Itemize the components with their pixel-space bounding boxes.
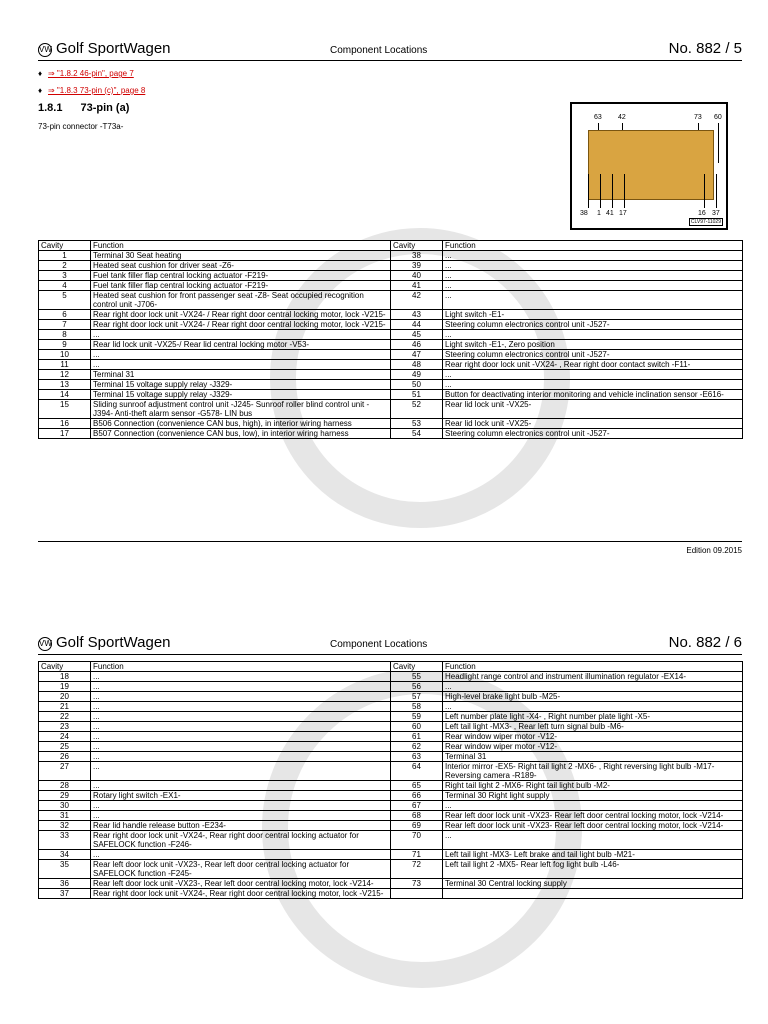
column-header: Cavity [391, 662, 443, 672]
table-row [39, 380, 743, 390]
cavity-cell: 73 [391, 879, 443, 889]
figure-label: 41 [606, 210, 614, 217]
function-cell: ... [91, 762, 391, 781]
cavity-cell: 27 [39, 762, 91, 781]
cavity-cell: 31 [39, 811, 91, 821]
function-cell: Rear right door lock unit -VX24-, Rear right door central locking motor, lock -V215- [91, 889, 391, 899]
cavity-cell: 60 [391, 722, 443, 732]
cavity-cell: 14 [39, 390, 91, 400]
cavity-cell: 65 [391, 781, 443, 791]
cavity-cell: 28 [39, 781, 91, 791]
cavity-cell: 45 [391, 330, 443, 340]
function-cell: Terminal 30 Right light supply [443, 791, 743, 801]
connector-figure [570, 102, 728, 230]
table-row [39, 850, 743, 860]
figure-label: 63 [594, 114, 602, 121]
table-row [39, 261, 743, 271]
cavity-cell: 24 [39, 732, 91, 742]
function-cell: Steering column electronics control unit -J527- [443, 320, 743, 330]
function-cell: High-level brake light bulb -M25- [443, 692, 743, 702]
cavity-cell: 44 [391, 320, 443, 330]
cavity-cell: 55 [391, 672, 443, 682]
cavity-cell: 9 [39, 340, 91, 350]
figure-id: CLV97-11029 [690, 219, 721, 225]
table-row [39, 781, 743, 791]
figure-label: 1 [597, 210, 601, 217]
leader-line [718, 123, 719, 163]
section-title: Component Locations [330, 45, 428, 56]
figure-label: 16 [698, 210, 706, 217]
table-row [39, 360, 743, 370]
cavity-cell: 47 [391, 350, 443, 360]
function-cell: Fuel tank filler flap central locking actuator -F219- [91, 281, 391, 291]
function-cell: Left tail light -MX3- , Rear left turn signal bulb -M6- [443, 722, 743, 732]
function-cell: ... [443, 251, 743, 261]
section-title: Component Locations [330, 639, 428, 650]
cavity-cell: 6 [39, 310, 91, 320]
function-cell: Rear lid handle release button -E234- [91, 821, 391, 831]
function-cell: Terminal 30 Central locking supply [443, 879, 743, 889]
function-cell: ... [443, 380, 743, 390]
cavity-cell: 8 [39, 330, 91, 340]
function-cell: Rear left door lock unit -VX23-, Rear left door central locking actuator for SAFELOCK function -F245- [91, 860, 391, 879]
cavity-cell: 35 [39, 860, 91, 879]
page-header [38, 634, 742, 655]
function-cell: Left number plate light -X4- , Right number plate light -X5- [443, 712, 743, 722]
table-row [39, 801, 743, 811]
table-row [39, 429, 743, 439]
function-cell: Rear lid lock unit -VX25- [443, 419, 743, 429]
cavity-cell: 11 [39, 360, 91, 370]
table-row [39, 879, 743, 889]
leader-line [716, 174, 717, 208]
function-cell: ... [443, 702, 743, 712]
link-item [38, 85, 145, 102]
function-cell: Rear window wiper motor -V12- [443, 742, 743, 752]
cavity-cell: 67 [391, 801, 443, 811]
cavity-cell: 23 [39, 722, 91, 732]
table-row [39, 340, 743, 350]
function-cell: Sliding sunroof adjustment control unit -J245- Sunroof roller blind control unit -J394- Anti-theft alarm sensor -G578- LIN bus [91, 400, 391, 419]
function-cell: Steering column electronics control unit -J527- [443, 429, 743, 439]
function-cell: Terminal 15 voltage supply relay -J329- [91, 390, 391, 400]
function-cell: Terminal 30 Seat heating [91, 251, 391, 261]
cavity-cell: 51 [391, 390, 443, 400]
function-cell: ... [91, 712, 391, 722]
pin-table [38, 661, 743, 899]
function-cell: Terminal 31 [91, 370, 391, 380]
function-cell: ... [91, 350, 391, 360]
function-cell: ... [91, 811, 391, 821]
function-cell: ... [443, 370, 743, 380]
cavity-cell [391, 889, 443, 899]
table-row [39, 320, 743, 330]
function-cell: ... [91, 722, 391, 732]
function-cell: Button for deactivating interior monitoring and vehicle inclination sensor -E616- [443, 390, 743, 400]
table-row [39, 811, 743, 821]
page-header [38, 40, 742, 61]
section-heading-text: 73-pin (a) [80, 102, 130, 114]
function-cell: ... [443, 261, 743, 271]
function-cell: Rear left door lock unit -VX23-, Rear left door central locking motor, lock -V214- [91, 879, 391, 889]
table-row [39, 762, 743, 781]
column-header: Function [91, 241, 391, 251]
cavity-cell: 21 [39, 702, 91, 712]
column-header: Cavity [39, 662, 91, 672]
function-cell: Steering column electronics control unit -J527- [443, 350, 743, 360]
column-header: Function [443, 241, 743, 251]
cavity-cell: 68 [391, 811, 443, 821]
section-heading [38, 102, 147, 114]
function-cell: ... [91, 682, 391, 692]
figure-label: 73 [694, 114, 702, 121]
cavity-cell: 19 [39, 682, 91, 692]
function-cell: Light switch -E1- [443, 310, 743, 320]
function-cell: ... [443, 281, 743, 291]
vw-logo-icon: VW [38, 43, 52, 57]
cavity-cell: 39 [391, 261, 443, 271]
cavity-cell: 63 [391, 752, 443, 762]
connector-caption: 73-pin connector -T73a- [38, 122, 124, 131]
figure-label: 60 [714, 114, 722, 121]
cavity-cell: 17 [39, 429, 91, 439]
table-row [39, 702, 743, 712]
table-row [39, 732, 743, 742]
connector-body [588, 130, 714, 200]
table-row [39, 281, 743, 291]
table-row [39, 291, 743, 310]
function-cell: ... [91, 801, 391, 811]
function-cell: Rear lid lock unit -VX25-/ Rear lid central locking motor -V53- [91, 340, 391, 350]
cavity-cell: 3 [39, 271, 91, 281]
cavity-cell: 10 [39, 350, 91, 360]
function-cell: ... [91, 702, 391, 712]
bullet-icon: ♦ [38, 86, 43, 95]
cavity-cell: 13 [39, 380, 91, 390]
cavity-cell: 30 [39, 801, 91, 811]
table-header-row [39, 662, 743, 672]
cavity-cell: 58 [391, 702, 443, 712]
column-header: Cavity [391, 241, 443, 251]
vw-logo-icon: VW [38, 637, 52, 651]
column-header: Cavity [39, 241, 91, 251]
cavity-cell: 37 [39, 889, 91, 899]
figure-label: 37 [712, 210, 720, 217]
cavity-cell: 15 [39, 400, 91, 419]
cavity-cell: 26 [39, 752, 91, 762]
function-cell: Rear window wiper motor -V12- [443, 732, 743, 742]
function-cell: ... [91, 732, 391, 742]
table-row [39, 682, 743, 692]
cavity-cell: 40 [391, 271, 443, 281]
table-header-row [39, 241, 743, 251]
function-cell: ... [91, 850, 391, 860]
section-number: 1.8.1 [38, 102, 63, 114]
cavity-cell: 42 [391, 291, 443, 310]
cavity-cell: 5 [39, 291, 91, 310]
cavity-cell: 41 [391, 281, 443, 291]
table-row [39, 271, 743, 281]
link-list [38, 68, 145, 102]
cavity-cell: 34 [39, 850, 91, 860]
cavity-cell: 2 [39, 261, 91, 271]
function-cell: Rear right door lock unit -VX24- / Rear right door central locking motor, lock -V215- [91, 310, 391, 320]
table-row [39, 722, 743, 732]
cavity-cell: 7 [39, 320, 91, 330]
brand-title: Golf SportWagen [56, 40, 171, 57]
link-46-pin[interactable]: ⇒ "1.8.2 46-pin", page 7 [48, 69, 134, 78]
cavity-cell: 50 [391, 380, 443, 390]
function-cell: Terminal 15 voltage supply relay -J329- [91, 380, 391, 390]
figure-label: 17 [619, 210, 627, 217]
function-cell: ... [443, 682, 743, 692]
function-cell: Right tail light 2 -MX6- Right tail light bulb -M2- [443, 781, 743, 791]
function-cell: ... [91, 742, 391, 752]
bullet-icon: ♦ [38, 69, 43, 78]
cavity-cell: 43 [391, 310, 443, 320]
cavity-cell: 59 [391, 712, 443, 722]
function-cell: ... [443, 330, 743, 340]
function-cell: B506 Connection (convenience CAN bus, high), in interior wiring harness [91, 419, 391, 429]
column-header: Function [443, 662, 743, 672]
function-cell: Rear right door lock unit -VX24-, Rear right door central locking actuator for SAFELOCK function -F246- [91, 831, 391, 850]
cavity-cell: 25 [39, 742, 91, 752]
function-cell: ... [91, 330, 391, 340]
figure-label: 42 [618, 114, 626, 121]
page-number: No. 882 / 6 [668, 634, 742, 651]
function-cell: Light switch -E1-, Zero position [443, 340, 743, 350]
cavity-cell: 1 [39, 251, 91, 261]
function-cell: ... [91, 692, 391, 702]
function-cell: ... [443, 271, 743, 281]
table-row [39, 419, 743, 429]
function-cell: Terminal 31 [443, 752, 743, 762]
function-cell: Rear lid lock unit -VX25- [443, 400, 743, 419]
cavity-cell: 62 [391, 742, 443, 752]
page-number: No. 882 / 5 [668, 40, 742, 57]
brand-title: Golf SportWagen [56, 634, 171, 651]
function-cell: Left tail light -MX3- Left brake and tail light bulb -M21- [443, 850, 743, 860]
table-row [39, 400, 743, 419]
function-cell: ... [91, 672, 391, 682]
cavity-cell: 49 [391, 370, 443, 380]
cavity-cell: 64 [391, 762, 443, 781]
function-cell: Rear right door lock unit -VX24- / Rear right door central locking motor, lock -V215- [91, 320, 391, 330]
leader-line [612, 174, 613, 208]
cavity-cell: 61 [391, 732, 443, 742]
cavity-cell: 48 [391, 360, 443, 370]
cavity-cell: 70 [391, 831, 443, 850]
function-cell: Rear left door lock unit -VX23- Rear left door central locking motor, lock -V214- [443, 811, 743, 821]
function-cell: ... [443, 291, 743, 310]
cavity-cell: 54 [391, 429, 443, 439]
table-row [39, 860, 743, 879]
table-row [39, 390, 743, 400]
function-cell: Heated seat cushion for front passenger seat -Z8- Seat occupied recognition control unit -J706- [91, 291, 391, 310]
cavity-cell: 4 [39, 281, 91, 291]
cavity-cell: 32 [39, 821, 91, 831]
cavity-cell: 53 [391, 419, 443, 429]
cavity-cell: 57 [391, 692, 443, 702]
function-cell: Left tail light 2 -MX5- Rear left fog light bulb -L46- [443, 860, 743, 879]
function-cell: Interior mirror -EX5- Right tail light 2 -MX6- , Right reversing light bulb -M17- Reversing camera -R189- [443, 762, 743, 781]
function-cell: B507 Connection (convenience CAN bus, low), in interior wiring harness [91, 429, 391, 439]
leader-line [704, 174, 705, 208]
table-row [39, 692, 743, 702]
cavity-cell: 22 [39, 712, 91, 722]
function-cell [443, 889, 743, 899]
cavity-cell: 66 [391, 791, 443, 801]
function-cell: Rear right door lock unit -VX24- , Rear right door contact switch -F11- [443, 360, 743, 370]
figure-label: 38 [580, 210, 588, 217]
cavity-cell: 56 [391, 682, 443, 692]
function-cell: Headlight range control and instrument illumination regulator -EX14- [443, 672, 743, 682]
table-row [39, 672, 743, 682]
cavity-cell: 52 [391, 400, 443, 419]
cavity-cell: 46 [391, 340, 443, 350]
cavity-cell: 33 [39, 831, 91, 850]
cavity-cell: 16 [39, 419, 91, 429]
leader-line [624, 174, 625, 208]
function-cell: ... [91, 752, 391, 762]
cavity-cell: 38 [391, 251, 443, 261]
link-73-pin-c[interactable]: ⇒ "1.8.3 73-pin (c)", page 8 [48, 86, 146, 95]
cavity-cell: 71 [391, 850, 443, 860]
table-row [39, 251, 743, 261]
cavity-cell: 20 [39, 692, 91, 702]
leader-line [600, 174, 601, 208]
cavity-cell: 12 [39, 370, 91, 380]
table-row [39, 330, 743, 340]
table-row [39, 791, 743, 801]
function-cell: Fuel tank filler flap central locking actuator -F219- [91, 271, 391, 281]
column-header: Function [91, 662, 391, 672]
table-row [39, 712, 743, 722]
link-item [38, 68, 145, 85]
function-cell: Rotary light switch -EX1- [91, 791, 391, 801]
table-row [39, 350, 743, 360]
table-row [39, 831, 743, 850]
function-cell: ... [91, 781, 391, 791]
table-row [39, 752, 743, 762]
table-row [39, 310, 743, 320]
function-cell: ... [443, 831, 743, 850]
pin-table [38, 240, 743, 439]
table-row [39, 370, 743, 380]
function-cell: ... [91, 360, 391, 370]
cavity-cell: 69 [391, 821, 443, 831]
table-row [39, 742, 743, 752]
edition-footer: Edition 09.2015 [38, 541, 742, 555]
table-row [39, 889, 743, 899]
cavity-cell: 72 [391, 860, 443, 879]
function-cell: Heated seat cushion for driver seat -Z6- [91, 261, 391, 271]
cavity-cell: 29 [39, 791, 91, 801]
table-row [39, 821, 743, 831]
cavity-cell: 18 [39, 672, 91, 682]
cavity-cell: 36 [39, 879, 91, 889]
leader-line [588, 174, 589, 208]
function-cell: Rear left door lock unit -VX23- Rear left door central locking motor, lock -V214- [443, 821, 743, 831]
function-cell: ... [443, 801, 743, 811]
